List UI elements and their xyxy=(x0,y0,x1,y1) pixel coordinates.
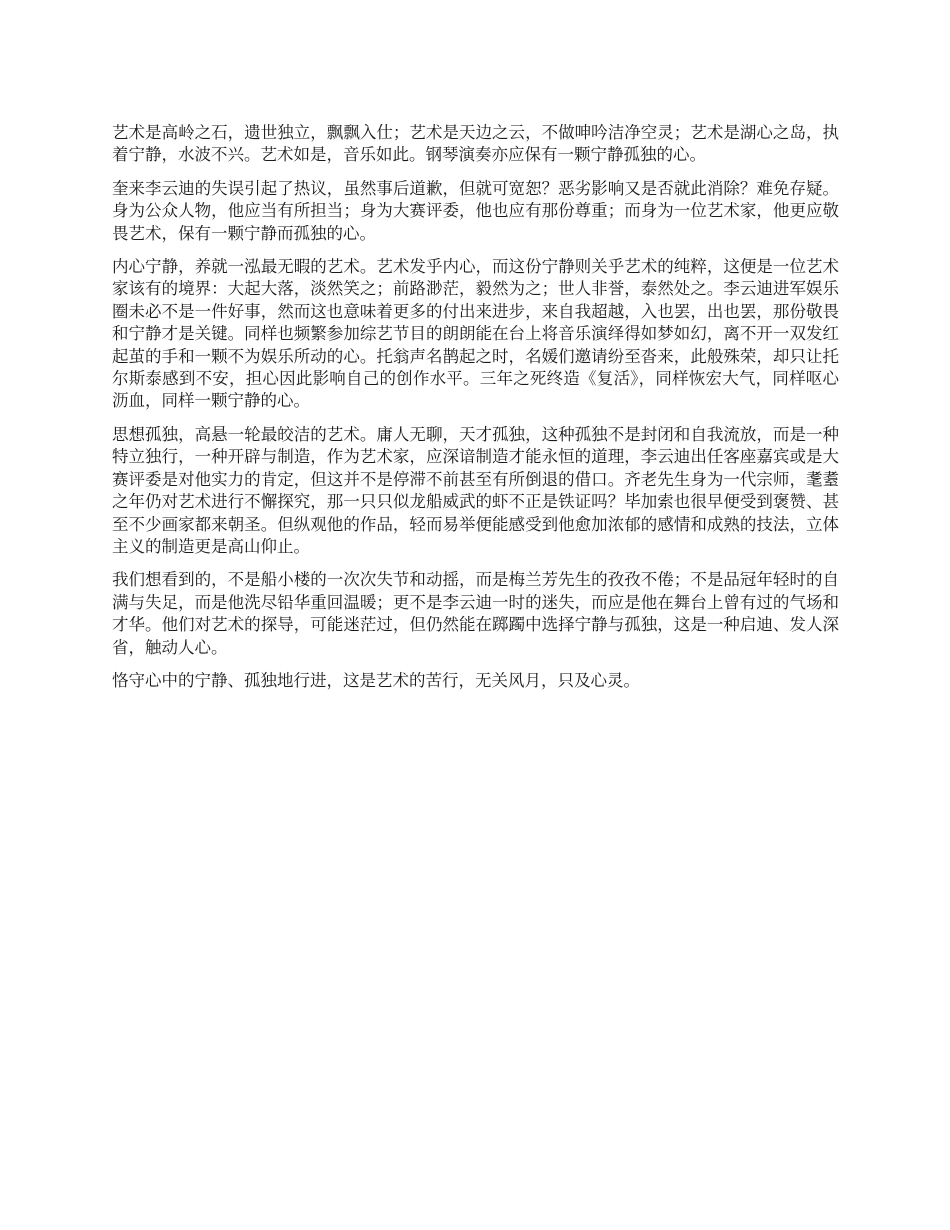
paragraph-controversy: 奎来李云迪的失误引起了热议，虽然事后道歉，但就可宽恕？恶劣影响又是否就此消除？难免存疑。身为公众人物，他应当有所担当；身为大赛评委，他也应有那份尊重；而身为一位艺术家，他更应敬畏艺术，保有一颗宁静而孤独的心。 xyxy=(112,178,839,243)
paragraph-inner-calm: 内心宁静，养就一泓最无暇的艺术。艺术发乎内心，而这份宁静则关乎艺术的纯粹，这便是一位艺术家该有的境界：大起大落，淡然笑之；前路渺茫，毅然为之；世人非誉，泰然处之。李云迪进军娱乐圈未必不是一件好事，然而这也意味着更多的付出来进步，来自我超越，入也罢，出也罢，那份敬畏和宁静才是关键。同样也频繁参加综艺节目的朗朗能在台上将音乐演绎得如梦如幻，离不开一双发红起茧的手和一颗不为娱乐所动的心。托翁声名鹊起之时，名媛们邀请纷至沓来，此般殊荣，却只让托尔斯泰感到不安，担心因此影响自己的创作水平。三年之死终造《复活》，同样恢宏大气，同样呕心沥血，同样一颗宁静的心。 xyxy=(112,257,839,411)
paragraph-conclusion: 恪守心中的宁静、孤独地行进，这是艺术的苦行，无关风月，只及心灵。 xyxy=(112,670,640,690)
paragraph-intro: 艺术是高岭之石，遗世独立，飘飘入仕；艺术是天边之云，不做呻吟洁净空灵；艺术是湖心之岛，执着宁静，水波不兴。艺术如是，音乐如此。钢琴演奏亦应保有一颗宁静孤独的心。 xyxy=(112,123,839,165)
paragraph-solitude: 思想孤独，高悬一轮最皎洁的艺术。庸人无聊，天才孤独，这种孤独不是封闭和自我流放，而是一种特立独行，一种开辟与制造，作为艺术家，应深谙制造才能永恒的道理，李云迪出任客座嘉宾或是大赛评委是对他实力的肯定，但这并不是停滞不前甚至有所倒退的借口。齐老先生身为一代宗师，耄耋之年仍对艺术进行不懈探究，那一只只似龙船威武的虾不正是铁证吗？毕加索也很早便受到褒赞、甚至不少画家都来朝圣。但纵观他的作品，轻而易举便能感受到他愈加浓郁的感情和成熟的技法，立体主义的制造更是高山仰止。 xyxy=(112,424,839,556)
paragraph-what-we-want: 我们想看到的，不是船小楼的一次次失节和动摇，而是梅兰芳先生的孜孜不倦；不是品冠年轻时的自满与失足，而是他洗尽铅华重回温暖；更不是李云迪一时的迷失，而应是他在舞台上曾有过的气场和才华。他们对艺术的探导，可能迷茫过，但仍然能在踯躅中选择宁静与孤独，这是一种启迪、发人深省，触动人心。 xyxy=(112,570,839,657)
document-body xyxy=(112,122,839,703)
